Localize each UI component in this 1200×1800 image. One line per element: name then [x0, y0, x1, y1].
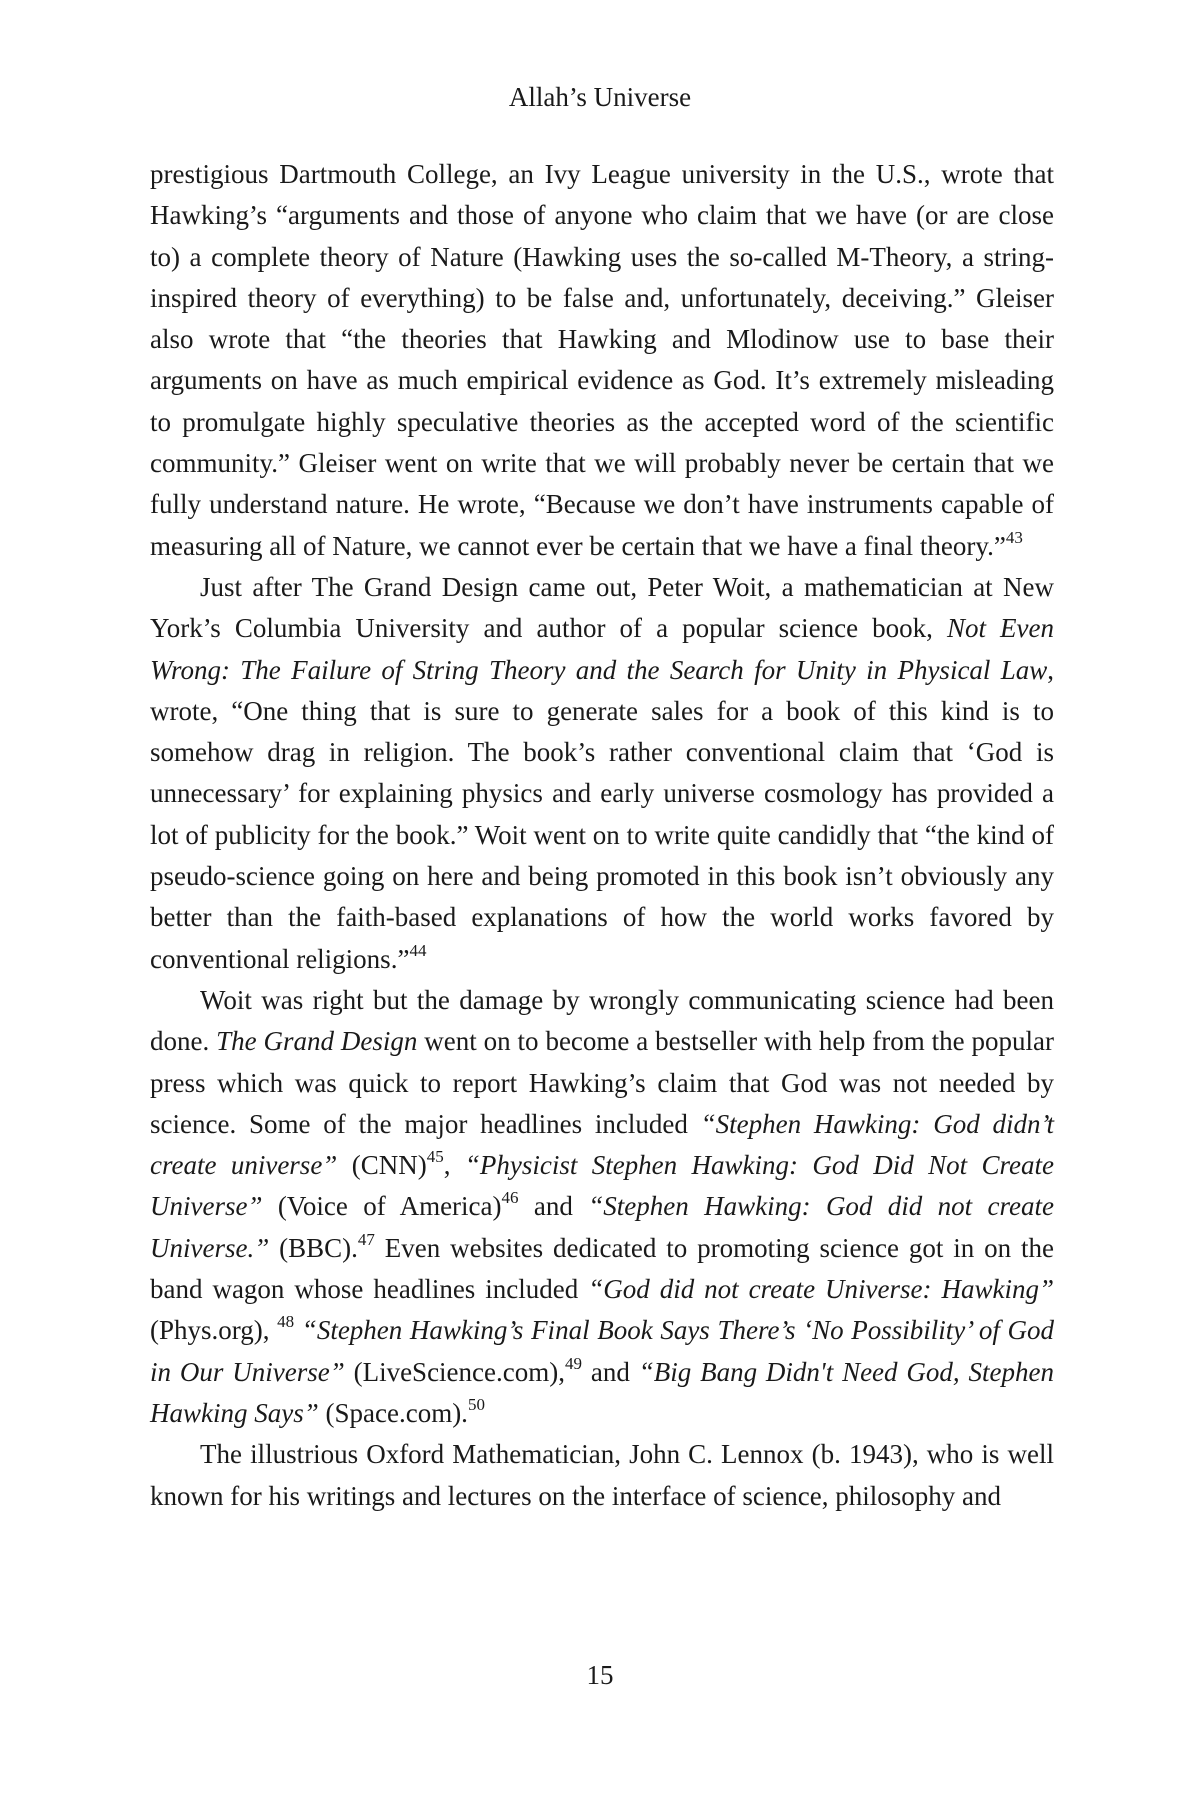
footnote-ref-46[interactable]: 46 [501, 1188, 519, 1208]
footnote-ref-48[interactable]: 48 [277, 1312, 295, 1332]
headline-quote: “Physicist Stephen Hawking: God Did Not Create Universe” [150, 1150, 1054, 1222]
text-segment: Even websites dedicated to promoting science got in on the band wagon whose headlines included [150, 1232, 1054, 1305]
text-segment: went on to become a bestseller with help from the popular press which was quick to report Hawking’s claim that God was not needed by science. Some of the major headlines included [150, 1026, 1054, 1139]
running-header: Allah’s Universe [508, 82, 692, 112]
headline-quote: “Stephen Hawking: God did not create Universe.” [150, 1191, 1054, 1263]
text-segment: Woit was right but the damage by wrongly communicating science had been done. [150, 984, 1054, 1057]
text-segment: prestigious Dartmouth College, an Ivy League university in the U.S., wrote that Hawking’s “arguments and those of anyone who claim that we have (or are close to) a complete theory of Nature (Hawking uses the so-called M-Theory, a string-inspired theory of everything) to be false and, unfortunately, deceiving.” Gleiser also wrote that “the theories that Hawking and Mlodinow use to base their arguments on have as much empirical evidence as God. It’s extremely misleading to promulgate highly speculative theories as the accepted word of the scientific community.” Gleiser went on write that we will probably never be certain that we fully understand nature. He wrote, “Because we don’t have instruments capable of measuring all of Nature, we cannot ever be certain that we have a final theory.” [150, 159, 1054, 561]
paragraph-2 [150, 567, 1054, 980]
footnote-ref-49[interactable]: 49 [564, 1353, 582, 1373]
footnote-ref-50[interactable]: 50 [467, 1394, 485, 1414]
footnote-ref-45[interactable]: 45 [426, 1147, 444, 1167]
text-segment: The illustrious Oxford Mathematician, John C. Lennox (b. 1943), who is well known for his writings and lectures on the interface of science, philosophy and [150, 1439, 1054, 1511]
page-number: 15 [586, 1660, 614, 1690]
text-segment: (Space.com). [318, 1397, 468, 1428]
text-segment: (Voice of America) [262, 1191, 502, 1222]
headline-quote: “Big Bang Didn't Need God, Stephen Hawking Says” [150, 1356, 1054, 1428]
text-segment [294, 1315, 302, 1345]
book-title: Not Even Wrong: The Failure of String Theory and the Search for Unity in Physical Law [150, 613, 1054, 685]
text-segment: , [443, 1150, 465, 1181]
paragraph-1 [150, 154, 1054, 567]
text-segment: (CNN) [337, 1150, 427, 1181]
text-segment: , wrote, “One thing that is sure to generate sales for a book of this kind is to somehow drag in religion. The book’s rather conventional claim that ‘God is unnecessary’ for explaining physics and early universe cosmology has provided a lot of publicity for the book.” Woit went on to write quite candidly that “the kind of pseudo-science going on here and being promoted in this book isn’t obviously any better than the faith-based explanations of how the world works favored by conventional religions.” [150, 654, 1054, 974]
body-text [150, 154, 1054, 1517]
text-segment: and [581, 1356, 639, 1387]
headline-quote: “God did not create Universe: Hawking” [588, 1274, 1054, 1305]
footnote-ref-43[interactable]: 43 [1005, 527, 1023, 547]
headline-quote: “Stephen Hawking’s Final Book Says There’s ‘No Possibility’ of God in Our Universe” [150, 1315, 1055, 1387]
footnote-ref-47[interactable]: 47 [357, 1229, 375, 1249]
footnote-ref-44[interactable]: 44 [409, 940, 427, 960]
headline-quote: “Stephen Hawking: God didn’t create universe” [150, 1108, 1054, 1181]
text-segment: (Phys.org), [150, 1315, 278, 1346]
text-segment: (LiveScience.com), [344, 1356, 565, 1387]
text-segment: (BBC). [269, 1232, 358, 1263]
text-segment: Just after The Grand Design came out, Peter Woit, a mathematician at New York’s Columbia University and author of a popular science book, [150, 571, 1054, 644]
text-segment: and [518, 1191, 589, 1222]
book-title: The Grand Design [216, 1026, 418, 1057]
paragraph-3 [150, 980, 1054, 1434]
paragraph-4 [150, 1434, 1054, 1517]
